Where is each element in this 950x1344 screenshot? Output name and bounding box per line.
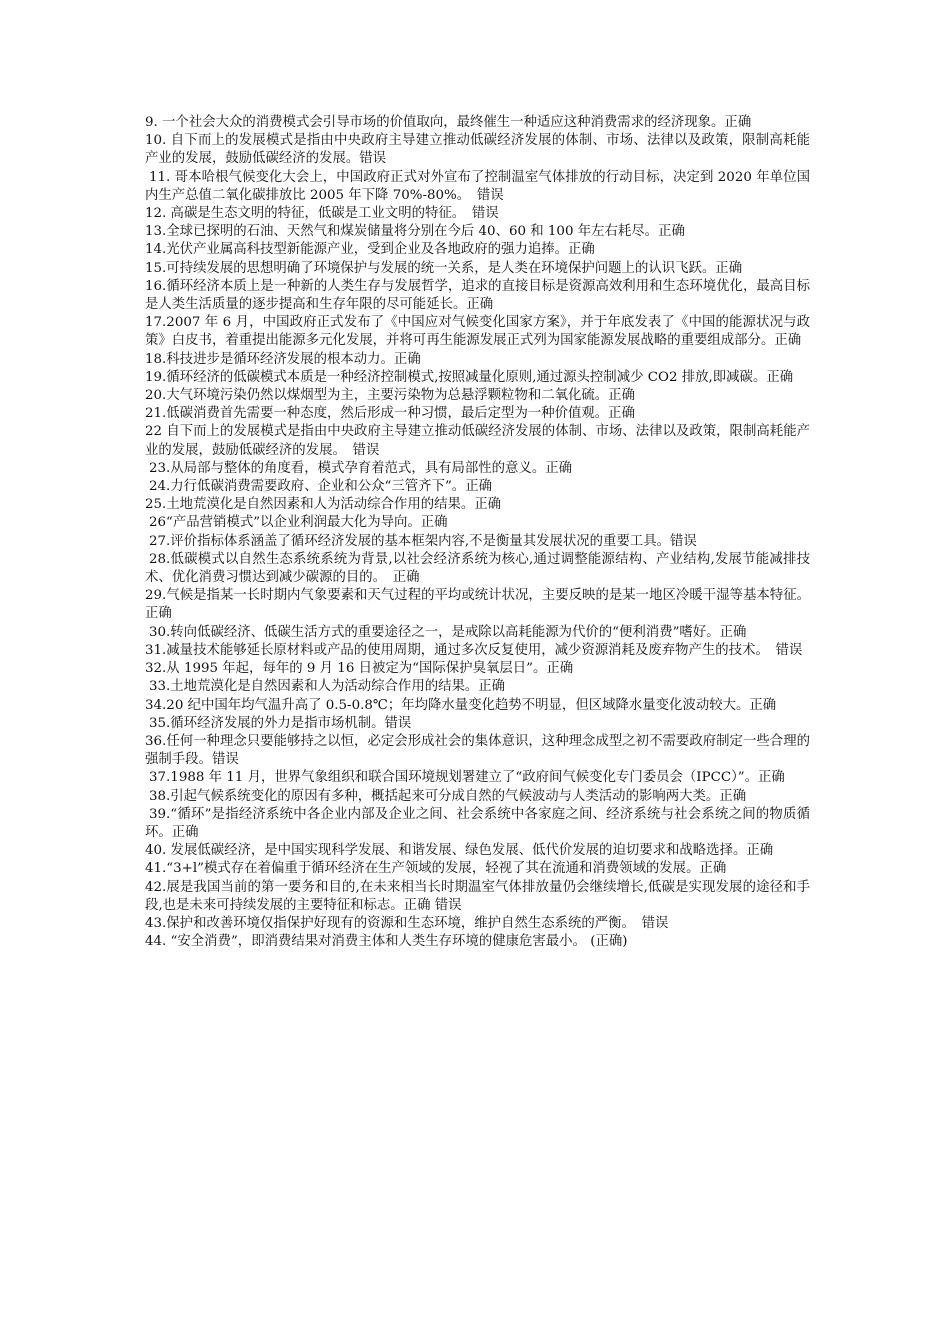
list-item: 29.气候是指某一长时期内气象要素和天气过程的平均或统计状况，主要反映的是某一地区冷暖干湿等基本特征。正确 [145,588,810,622]
list-item: 24.力行低碳消费需要政府、企业和公众“三管齐下”。正确 [149,479,492,495]
list-item: 28.低碳模式以自然生态系统系统为背景,以社会经济系统为核心,通过调整能源结构、产业结构,发展节能减排技术、优化消费习惯达到减少碳源的目的。 正确 [145,551,810,586]
list-item: 40. 发展低碳经济，是中国实现科学发展、和谐发展、绿色发展、低代价发展的迫切要求和战略选择。正确 [145,843,774,859]
question-list [145,114,810,951]
list-item: 35.循环经济发展的外力是指市场机制。错误 [149,715,412,731]
list-item: 42.展是我国当前的第一要务和目的,在未来相当长时期温室气体排放量仍会继续增长,低碳是实现发展的途径和手段,也是未来可持续发展的主要特征和标志。正确 错误 [145,879,810,913]
list-item: 11. 哥本哈根气候变化大会上，中国政府正式对外宣布了控制温室气体排放的行动目标，决定到 2020 年单位国内生产总值二氧化碳排放比 2005 年下降 70%-80%。 错误 [145,169,810,203]
list-item: 38.引起气候系统变化的原因有多种，概括起来可分成自然的气候波动与人类活动的影响两大类。正确 [149,788,747,804]
list-item: 31.减量技术能够延长原材料或产品的使用周期，通过多次反复使用，减少资源消耗及废弃物产生的技术。 错误 [145,642,803,658]
list-item: 12. 高碳是生态文明的特征，低碳是工业文明的特征。 错误 [145,206,499,222]
list-item: 16.循环经济本质上是一种新的人类生存与发展哲学，追求的直接目标是资源高效利用和生态环境优化，最高目标是人类生活质量的逐步提高和生存年限的尽可能延长。正确 [145,278,810,313]
list-item: 13.全球已探明的石油、天然气和煤炭储量将分别在今后 40、60 和 100 年左右耗尽。正确 [145,224,685,240]
list-item: 36.任何一种理念只要能够持之以恒，必定会形成社会的集体意识，这种理念成型之初不需要政府制定一些合理的强制手段。错误 [145,733,810,768]
list-item: 30.转向低碳经济、低碳生活方式的重要途径之一，是戒除以高耗能源为代价的“便利消费”嗜好。正确 [149,624,747,640]
list-item: 43.保护和改善环境仅指保护好现有的资源和生态环境，维护自然生态系统的严衡。 错误 [145,915,669,931]
list-item: 25.土地荒漠化是自然因素和人为活动综合作用的结果。正确 [145,497,502,513]
list-item: 44. “安全消费”，即消费结果对消费主体和人类生存环境的健康危害最小。 (正确) [145,934,628,950]
list-item: 37.1988 年 11 月，世界气象组织和联合国环境规划署建立了“政府间气候变化专门委员会（IPCC）”。正确 [149,770,785,786]
list-item: 33.土地荒漠化是自然因素和人为活动综合作用的结果。正确 [149,679,506,695]
list-item: 34.20 纪中国年均气温升高了 0.5-0.8℃；年均降水量变化趋势不明显，但区域降水量变化波动较大。正确 [145,697,777,713]
list-item: 17.2007 年 6 月，中国政府正式发布了《中国应对气候变化国家方案》，并于年底发表了《中国的能源状况与政策》白皮书，着重提出能源多元化发展，并将可再生能源发展正式列为国家能源发展战略的重要组成部分。正确 [145,315,810,349]
list-item: 32.从 1995 年起，每年的 9 月 16 日被定为“国际保护臭氧层日”。正确 [145,661,574,677]
list-item: 19.循环经济的低碳模式本质是一种经济控制模式,按照减量化原则,通过源头控制减少 CO2 排放,即减碳。正确 [145,369,794,385]
list-item: 41.“3+l”模式存在着偏重于循环经济在生产领域的发展，轻视了其在流通和消费领域的发展。正确 [145,861,727,877]
list-item: 23.从局部与整体的角度看，模式孕育着范式，具有局部性的意义。正确 [149,460,573,476]
list-item: 18.科技进步是循环经济发展的根本动力。正确 [145,351,421,367]
list-item: 39.“循环”是指经济系统中各企业内部及企业之间、社会系统中各家庭之间、经济系统与社会系统之间的物质循环。正确 [145,806,810,840]
list-item: 21.低碳消费首先需要一种态度，然后形成一种习惯，最后定型为一种价值观。正确 [145,406,635,422]
list-item: 22 自下而上的发展模式是指由中央政府主导建立推动低碳经济发展的体制、市场、法律以及政策，限制高耗能产业的发展，鼓励低碳经济的发展。 错误 [145,424,810,458]
list-item: 26“产品营销模式”以企业利润最大化为导向。正确 [149,515,448,531]
list-item: 27.评价指标体系涵盖了循环经济发展的基本框架内容,不是衡量其发展状况的重要工具。错误 [149,533,697,549]
list-item: 15.可持续发展的思想明确了环境保护与发展的统一关系，是人类在环境保护问题上的认识飞跃。正确 [145,260,743,276]
list-item: 9. 一个社会大众的消费模式会引导市场的价值取向，最终催生一种适应这种消费需求的经济现象。正确 [145,115,752,130]
list-item: 20.大气环境污染仍然以煤烟型为主，主要污染物为总悬浮颗粒物和二氧化硫。正确 [145,388,635,404]
list-item: 10. 自下而上的发展模式是指由中央政府主导建立推动低碳经济发展的体制、市场、法律以及政策，限制高耗能产业的发展，鼓励低碳经济的发展。错误 [145,133,810,167]
list-item: 14.光伏产业属高科技型新能源产业，受到企业及各地政府的强力追捧。正确 [145,242,595,258]
